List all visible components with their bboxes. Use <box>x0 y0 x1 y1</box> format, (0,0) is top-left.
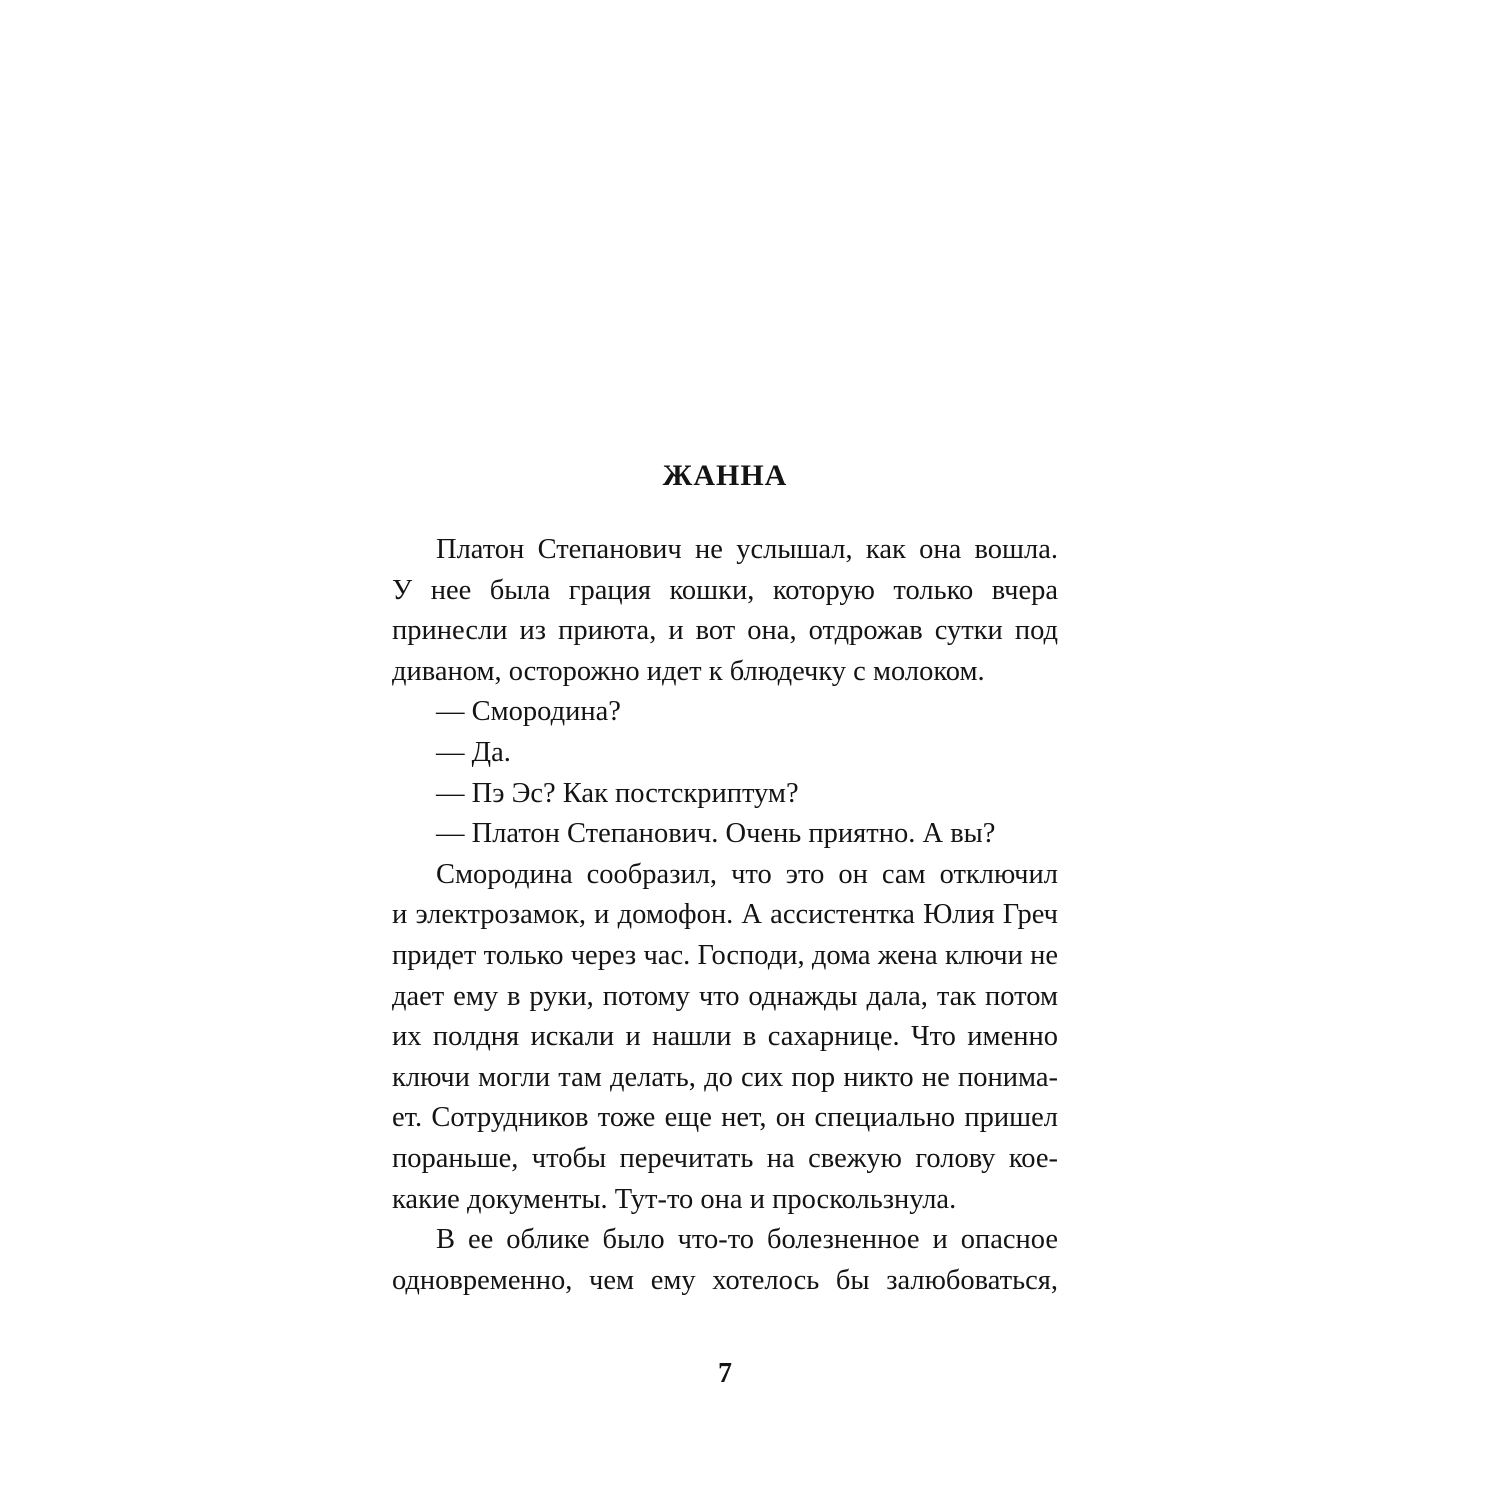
text-line: В ее облике было что-то болезненное и опасное <box>436 1224 1058 1256</box>
text-line: одновременно, чем ему хотелось бы залюбоваться, <box>392 1264 1058 1296</box>
text-line: У нее была грация кошки, которую только вчера <box>392 574 1058 606</box>
text-line: их полдня искали и нашли в сахарнице. Что именно <box>392 1021 1058 1053</box>
text-line: Платон Степанович не услышал, как она вошла. <box>436 534 1058 565</box>
dialogue-line: — Платон Степанович. Очень приятно. А вы? <box>436 818 996 850</box>
text-line: Смородина сообразил, что это он сам отключил <box>436 858 1058 890</box>
text-line: придет только через час. Господи, дома жена ключи не <box>392 939 1058 971</box>
page-number: 7 <box>718 1358 732 1389</box>
dialogue-line: — Смородина? <box>436 696 621 728</box>
text-line: ключи могли там делать, до сих пор никто не понима- <box>392 1061 1058 1093</box>
dialogue-line: — Да. <box>436 736 511 768</box>
body-text <box>392 530 1058 1301</box>
text-line: какие документы. Тут-то она и проскользнула. <box>392 1183 957 1215</box>
text-line: ет. Сотрудников тоже еще нет, он специально пришел <box>392 1102 1058 1134</box>
chapter-title: ЖАННА <box>662 459 788 492</box>
text-line: диваном, осторожно идет к блюдечку с молоком. <box>392 655 985 687</box>
text-line: принесли из приюта, и вот она, отдрожав сутки под <box>392 615 1058 647</box>
text-line: пораньше, чтобы перечитать на свежую голову кое- <box>392 1142 1058 1174</box>
dialogue-line: — Пэ Эс? Как постскриптум? <box>436 777 799 809</box>
text-line: дает ему в руки, потому что однажды дала, так потом <box>392 980 1058 1012</box>
text-line: и электрозамок, и домофон. А ассистентка Юлия Греч <box>392 899 1058 931</box>
